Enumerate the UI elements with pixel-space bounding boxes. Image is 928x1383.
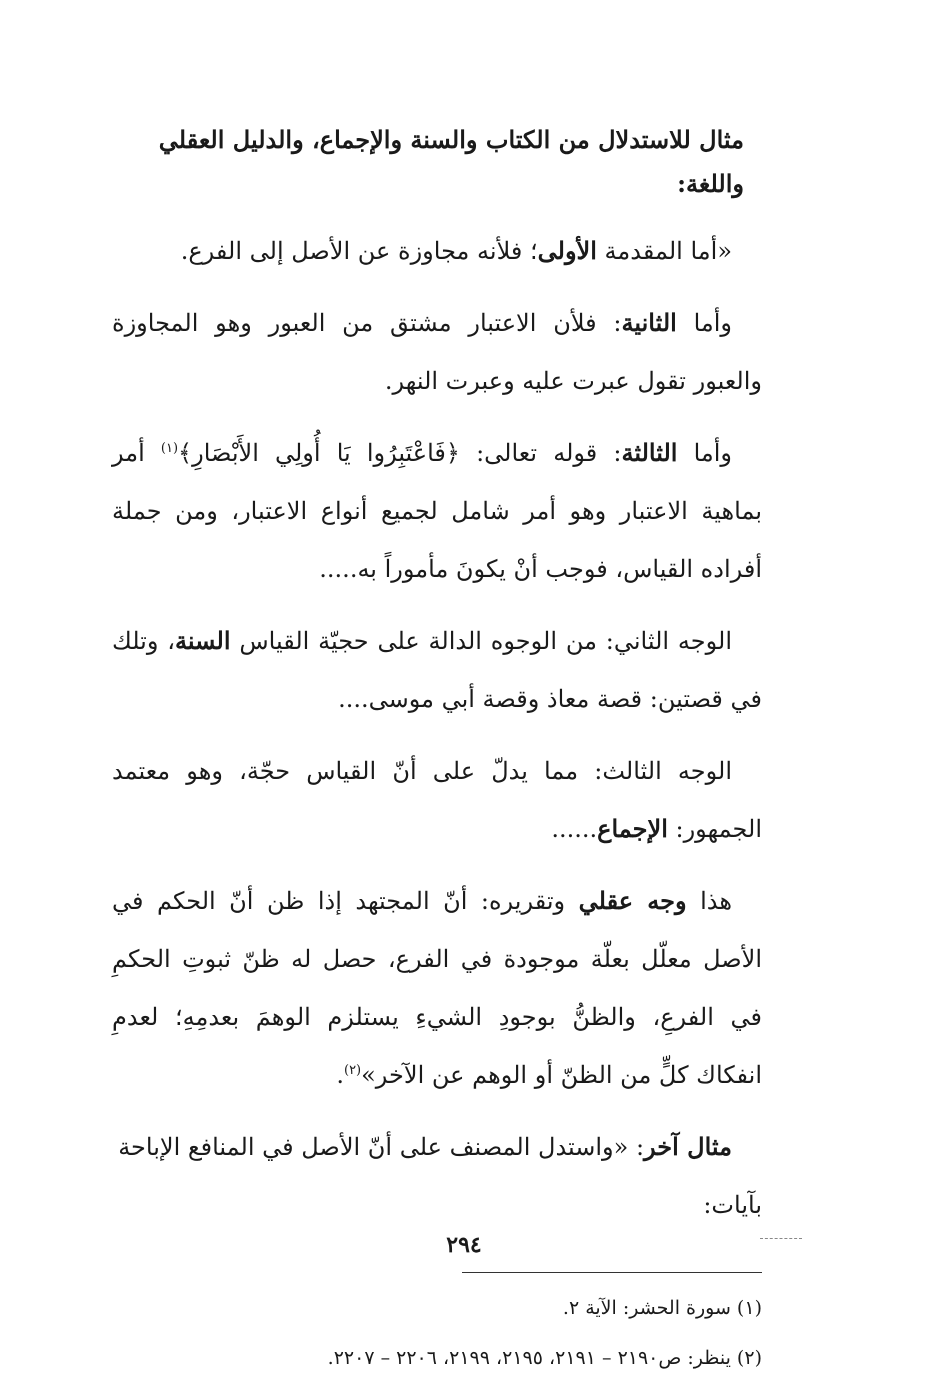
paragraph-third-premise [112, 424, 762, 598]
text: : فلأن الاعتبار مشتق من العبور وهو المجاوزة والعبور تقول عبرت عليه وعبرت النهر. [112, 309, 762, 395]
page-number: ٢٩٤ [446, 1232, 482, 1258]
bold-term: السنة [175, 626, 231, 655]
footnote-1: (١) سورة الحشر: الآية ٢. [562, 1297, 762, 1319]
bold-term: الأولى [537, 236, 597, 265]
footnote-2: (٢) ينظر: ص٢١٩٠ – ٢١٩١، ٢١٩٥، ٢١٩٩، ٢٢٠٦ – ٢٢٠٧. [327, 1347, 762, 1369]
paragraph-ijma [112, 742, 762, 858]
text: ...... [551, 815, 598, 843]
text: : «واستدل المصنف على أنّ الأصل في المنافع الإباحة بآيات: [118, 1133, 762, 1219]
bold-term: الإجماع [597, 814, 668, 843]
paragraph-first-premise [112, 222, 762, 280]
paragraph-sunnah [112, 612, 762, 728]
text: الوجه الثاني: من الوجوه الدالة على حجيّة القياس [230, 627, 732, 655]
footnote-divider [462, 1272, 762, 1273]
paragraph-another-example [112, 1118, 762, 1234]
section-heading: مثال للاستدلال من الكتاب والسنة والإجماع، والدليل العقلي واللغة: [158, 125, 744, 198]
page-body [112, 118, 762, 1383]
bold-term: الثالثة [621, 438, 678, 467]
paragraph-rational [112, 872, 762, 1104]
bold-term: الثانية [621, 308, 677, 337]
bold-term: وجه عقلي [578, 886, 687, 915]
text: وأما [676, 309, 732, 337]
footnote-ref: (١) [160, 441, 179, 456]
bold-term: مثال آخر [644, 1132, 732, 1161]
quran-quote: : قوله تعالى: ﴿فَاعْتَبِرُوا يَا أُولِي الأَبْصَارِ﴾ [178, 439, 622, 467]
text: ، وتلك في قصتين: قصة معاذ وقصة أبي موسى.... [112, 627, 762, 713]
text: هذا [686, 887, 732, 915]
text: وأما [677, 439, 732, 467]
text: وتقريره: أنّ المجتهد إذا ظن أنّ الحكم في الأصل معلّل بعلّة موجودة في الفرع، حصل له ظنّ ثبوتِ الحكمِ في الفرعِ، والظنُّ بوجودِ الشيءِ يستلزم الوهمَ بعدمِهِ؛ لعدمِ انفكاك كلٍّ من الظنّ أو الوهم عن الآخر» [112, 887, 762, 1089]
margin-mark [760, 1238, 802, 1239]
text: الوجه الثالث: مما يدلّ على أنّ القياس حجّة، وهو معتمد الجمهور: [112, 757, 762, 843]
text: أمر بماهية الاعتبار وهو أمر شامل لجميع أنواع الاعتبار، ومن جملة أفراده القياس، فوجب أنْ يكونَ مأموراً به..... [112, 439, 762, 583]
footnote-ref: (٢) [343, 1063, 362, 1078]
paragraph-second-premise [112, 294, 762, 410]
text: «أما المقدمة [596, 237, 732, 265]
text: ؛ فلأنه مجاوزة عن الأصل إلى الفرع. [180, 237, 538, 265]
text: . [336, 1061, 344, 1089]
